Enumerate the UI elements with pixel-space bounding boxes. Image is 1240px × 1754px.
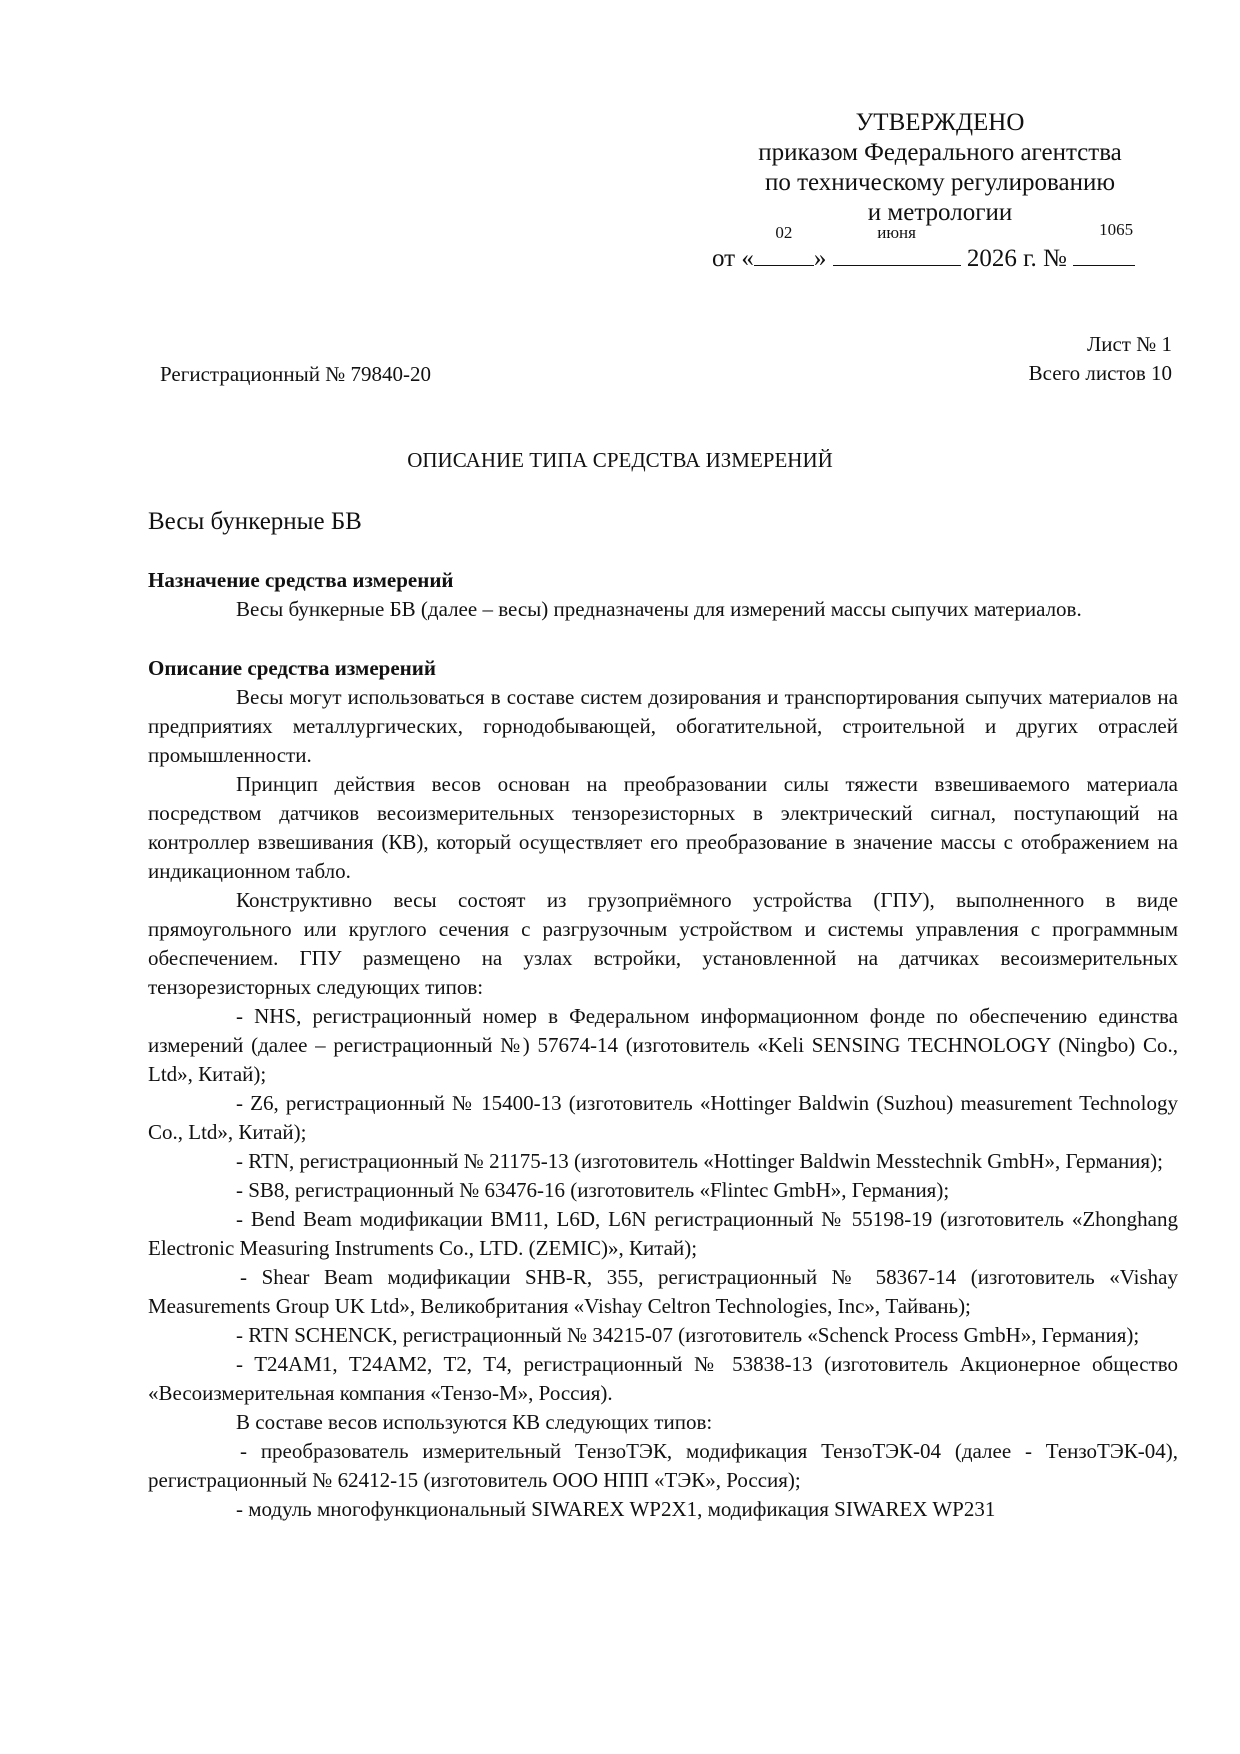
year-label: 2026 г. № (966, 245, 1067, 272)
order-number-field (1073, 220, 1135, 266)
sheet-info (1029, 330, 1172, 388)
approval-date-line (712, 220, 1135, 273)
sheet-number: Лист № 1 (1086, 332, 1172, 356)
date-prefix: от « (712, 245, 754, 272)
approval-block (700, 108, 1180, 228)
approval-line-2: приказом Федерального агентства (758, 139, 1122, 166)
month-field (833, 223, 961, 266)
approval-title: УТВЕРЖДЕНО (855, 109, 1025, 136)
sensor-list-item: - Z6, регистрационный № 15400-13 (изготовитель «Hottinger Baldwin (Suzhou) measurement Technology Co., Ltd», Китай); (148, 1091, 1178, 1144)
date-mid: » (813, 245, 827, 272)
document-body (148, 566, 1178, 1524)
description-heading: Описание средства измерений (148, 656, 436, 680)
sheet-total: Всего листов 10 (1028, 361, 1172, 385)
month-value: июня (877, 223, 916, 242)
sensor-list-item: - SB8, регистрационный № 63476-16 (изготовитель «Flintec GmbH», Германия); (236, 1178, 950, 1202)
sensor-list-item: - NHS, регистрационный номер в Федеральном информационном фонде по обеспечению единства измерений (далее – регистрационный №) 57674-14 (изготовитель «Keli SENSING TECHNOLOGY (Ningbo) Co., Ltd», Китай); (148, 1004, 1178, 1086)
sensor-list-item: - RTN, регистрационный № 21175-13 (изготовитель «Hottinger Baldwin Messtechnik GmbH», Германия); (236, 1149, 1163, 1173)
body-paragraph: Весы могут использоваться в составе систем дозирования и транспортирования сыпучих материалов на предприятиях металлургических, горнодобывающей, обогатительной, строительной и других отраслей промышленности. (148, 685, 1178, 767)
purpose-heading: Назначение средства измерений (148, 568, 454, 592)
sensor-list-item: - RTN SCHENCK, регистрационный № 34215-07 (изготовитель «Schenck Process GmbH», Германия); (236, 1323, 1140, 1347)
purpose-paragraph: Весы бункерные БВ (далее – весы) предназначены для измерений массы сыпучих материалов. (236, 597, 1082, 621)
day-field (754, 223, 814, 266)
controller-list-item: - преобразователь измерительный ТензоТЭК, модификация ТензоТЭК-04 (далее - ТензоТЭК-04), регистрационный № 62412-15 (изготовитель ООО НПП «ТЭК», Россия); (148, 1439, 1178, 1492)
sensor-list-item: - Bend Beam модификации BM11, L6D, L6N регистрационный № 55198-19 (изготовитель «Zhonghang Electronic Measuring Instruments Co., LTD. (ZEMIC)», Китай); (148, 1207, 1178, 1260)
approval-line-4: и метрологии (867, 199, 1013, 226)
sensor-list-item: - T24AM1, T24AM2, T2, T4, регистрационный № 53838-13 (изготовитель Акционерное общество «Весоизмерительная компания «Тензо-М», Россия). (148, 1352, 1178, 1405)
approval-line-3: по техническому регулированию (764, 169, 1116, 196)
body-paragraph: Принцип действия весов основан на преобразовании силы тяжести взвешиваемого материала посредством датчиков весоизмерительных тензорезисторных в электрический сигнал, поступающий на контроллер взвешивания (КВ), который осуществляет его преобразование в значение массы с отображением на индикационном табло. (148, 772, 1178, 883)
registration-number: Регистрационный № 79840-20 (160, 362, 431, 386)
document-title: ОПИСАНИЕ ТИПА СРЕДСТВА ИЗМЕРЕНИЙ (407, 448, 833, 472)
controller-list-item: - модуль многофункциональный SIWAREX WP2X1, модификация SIWAREX WP231 (236, 1497, 996, 1521)
day-value: 02 (775, 223, 793, 242)
device-name: Весы бункерные БВ (148, 508, 362, 535)
body-paragraph: В составе весов используются КВ следующих типов: (236, 1410, 713, 1434)
body-paragraph: Конструктивно весы состоят из грузоприёмного устройства (ГПУ), выполненного в виде прямоугольного или круглого сечения с разгрузочным устройством и системы управления с программным обеспечением. ГПУ размещено на узлах встройки, установленной на датчиках весоизмерительных тензорезисторных следующих типов: (148, 888, 1178, 999)
sensor-list-item: - Shear Beam модификации SHB-R, 355, регистрационный № 58367-14 (изготовитель «Vishay Measurements Group UK Ltd», Великобритания «Vishay Celtron Technologies, Inc», Тайвань); (148, 1265, 1178, 1318)
order-number-value: 1065 (1099, 220, 1134, 239)
